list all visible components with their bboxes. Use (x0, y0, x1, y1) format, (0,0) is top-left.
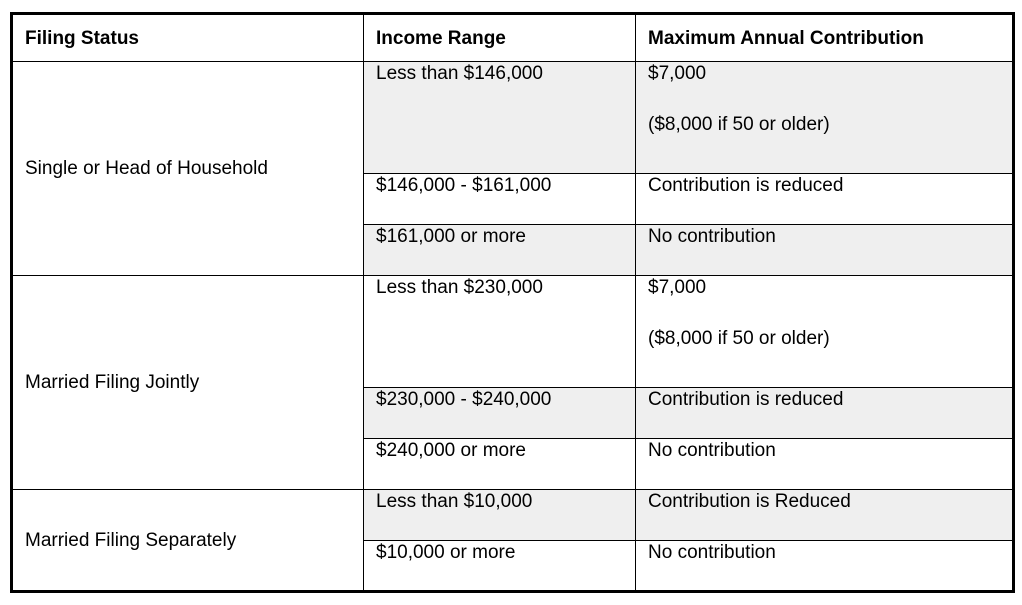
income-range-cell: $230,000 - $240,000 (364, 388, 636, 439)
header-max-contribution: Maximum Annual Contribution (636, 14, 1014, 62)
income-range-cell: $161,000 or more (364, 225, 636, 276)
contribution-note: ($8,000 if 50 or older) (648, 328, 830, 349)
filing-status-cell-separate: Married Filing Separately (12, 490, 364, 592)
contribution-cell: Contribution is Reduced (636, 490, 1014, 541)
contribution-cell: Contribution is reduced (636, 388, 1014, 439)
income-range-cell: $146,000 - $161,000 (364, 174, 636, 225)
table-row (12, 62, 1014, 174)
contribution-cell: No contribution (636, 439, 1014, 490)
header-income-range: Income Range (364, 14, 636, 62)
contribution-cell: No contribution (636, 225, 1014, 276)
filing-status-cell-single: Single or Head of Household (12, 62, 364, 276)
contribution-cell (636, 276, 1014, 388)
income-range-cell: Less than $146,000 (364, 62, 636, 174)
ira-contribution-limits-table (10, 12, 1015, 593)
header-filing-status: Filing Status (12, 14, 364, 62)
contribution-cell: No contribution (636, 541, 1014, 592)
contribution-amount: $7,000 (648, 63, 707, 84)
contribution-amount: $7,000 (648, 277, 707, 298)
header-row (12, 14, 1014, 62)
contribution-cell (636, 62, 1014, 174)
contribution-cell: Contribution is reduced (636, 174, 1014, 225)
income-range-cell: Less than $10,000 (364, 490, 636, 541)
income-range-cell: $240,000 or more (364, 439, 636, 490)
contribution-note: ($8,000 if 50 or older) (648, 114, 830, 135)
table-row (12, 490, 1014, 541)
income-range-cell: Less than $230,000 (364, 276, 636, 388)
income-range-cell: $10,000 or more (364, 541, 636, 592)
filing-status-cell-joint: Married Filing Jointly (12, 276, 364, 490)
table-row (12, 276, 1014, 388)
